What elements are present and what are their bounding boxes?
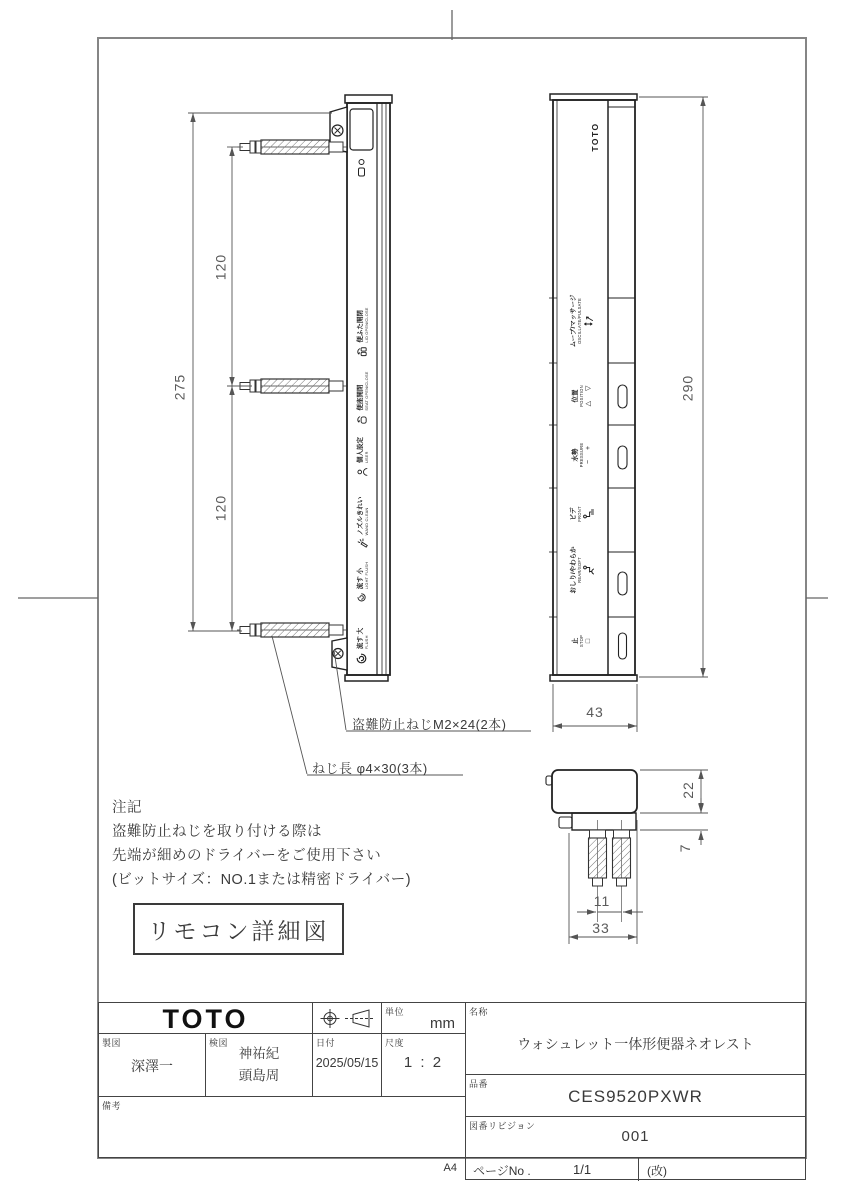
side-label-wand-clean	[348, 492, 376, 554]
seat-open-close-icon	[357, 414, 368, 425]
side-label-en: FLUSH	[364, 635, 369, 650]
page-number-label: ページNo .	[473, 1164, 531, 1178]
revision-cell	[465, 1116, 806, 1158]
front-label-jp: ムーブ/マッサージ	[570, 294, 577, 348]
front-label-en: FRONT	[577, 506, 582, 522]
side-label-jp: 流す 大	[357, 627, 364, 650]
rear-soft-icon	[581, 564, 598, 576]
front-label-pressure	[563, 430, 599, 480]
lid-open-close-icon	[357, 346, 368, 357]
revision-value: 001	[621, 1128, 650, 1145]
side-label-jp: 便座開閉	[357, 384, 364, 411]
name-label: 名称	[469, 1007, 489, 1017]
front-label-en: OSCILLATE/PULSATE	[577, 297, 582, 345]
position-down-icon: △	[585, 401, 592, 407]
scale-cell	[381, 1033, 466, 1097]
front-label-rear-soft	[563, 545, 599, 595]
pressure-minus-icon: −	[585, 460, 592, 465]
remarks-label: 備考	[102, 1101, 122, 1111]
side-label-en: WAND CLEAN	[364, 507, 369, 536]
page-number-value: 1/1	[573, 1162, 592, 1177]
wall-anchor	[237, 140, 348, 154]
part-number-cell	[465, 1074, 806, 1117]
wand-clean-icon	[357, 538, 368, 549]
side-label-jp: ノズルきれい	[357, 496, 364, 536]
toto-logo: TOTO	[162, 1004, 249, 1034]
front-label-en: STOP	[579, 634, 584, 648]
side-label-jp: 個人設定	[357, 437, 364, 463]
scale-label: 尺度	[385, 1038, 405, 1048]
title-block-brand-cell	[98, 1002, 313, 1034]
remote-brand-logo: TOTO	[590, 122, 600, 152]
dim-width-43: 43	[586, 704, 604, 720]
unit-label: 単位	[385, 1007, 405, 1017]
side-label-seat	[348, 367, 376, 429]
scale-value: 1 : 2	[403, 1054, 444, 1071]
side-label-jp: 流す 小	[357, 567, 364, 590]
dim-collar-7: 7	[677, 843, 693, 853]
date-cell	[312, 1033, 382, 1097]
side-view-dimensions	[188, 113, 332, 631]
front-label-oscillate	[563, 296, 599, 346]
front-label-en: PRESSURE	[579, 442, 584, 468]
annotation-anti-theft-screw: 盗難防止ねじM2×24(2本)	[352, 717, 507, 732]
dim-pitch-11: 11	[593, 893, 611, 909]
checker-name-2: 頭島周	[238, 1068, 280, 1083]
projection-symbol-cell	[312, 1002, 382, 1034]
sheet-frame	[18, 10, 828, 1158]
date-label: 日付	[316, 1038, 336, 1048]
dim-height-290: 290	[679, 374, 696, 402]
front-label-jp: 止	[572, 637, 579, 645]
revision-label: 図番リビジョン	[469, 1121, 536, 1131]
dim-depth-22: 22	[680, 781, 696, 799]
dim-lower-120: 120	[212, 494, 229, 522]
checker-label: 検図	[209, 1038, 229, 1048]
front-label-en: REAR/SOFT	[577, 557, 582, 583]
checker-cell	[205, 1033, 313, 1097]
notes-heading: 注記	[112, 800, 142, 816]
side-label-en: SEAT OPEN/CLOSE	[364, 371, 369, 411]
unit-value: mm	[430, 1015, 455, 1032]
part-number-label: 品番	[469, 1079, 489, 1089]
notes-line: (ビットサイズ：NO.1または精密ドライバー)	[112, 872, 412, 888]
drafter-label: 製図	[102, 1038, 122, 1048]
drafter-cell	[98, 1033, 206, 1097]
drawing-title-label: リモコン詳細図	[133, 903, 344, 955]
dim-upper-120: 120	[212, 253, 229, 281]
side-label-user	[348, 426, 376, 488]
part-number: CES9520PXWR	[568, 1087, 703, 1106]
pressure-plus-icon: +	[585, 445, 592, 450]
front-label-jp: 水勢	[572, 448, 579, 462]
front-label-en: POSITION	[579, 385, 584, 407]
notes-line: 先端が細めのドライバーをご使用下さい	[112, 848, 382, 864]
dim-overall-275: 275	[171, 373, 188, 401]
paper-size-label: A4	[443, 1162, 457, 1174]
third-angle-projection-icon	[317, 1005, 377, 1032]
page-cell-divider	[638, 1158, 639, 1181]
product-name: ウォシュレット一体形便器ネオレスト	[517, 1036, 754, 1052]
notes-line: 盗難防止ねじを取り付ける際は	[112, 824, 322, 840]
revision-mark: (改)	[647, 1164, 667, 1178]
notes-block	[112, 796, 411, 892]
annotation-leaders	[272, 636, 531, 775]
unit-cell	[381, 1002, 466, 1034]
front-label-stop	[563, 616, 599, 666]
annotation-screw-length: ねじ長 φ4×30(3本)	[312, 761, 428, 776]
side-label-en: LIGHT FLUSH	[364, 561, 369, 590]
drafter-name: 深澤一	[131, 1058, 173, 1074]
side-label-jp: 便ふた開閉	[357, 310, 364, 343]
position-up-icon: ▽	[585, 385, 592, 391]
name-cell	[465, 1002, 806, 1075]
side-label-en: LID OPEN/CLOSE	[364, 307, 369, 343]
dim-width-33: 33	[592, 920, 610, 936]
light-flush-icon	[357, 592, 367, 602]
front-label-jp: ビデ	[570, 507, 577, 521]
side-label-lid	[348, 301, 376, 363]
stop-square-icon: □	[585, 638, 592, 644]
user-icon	[357, 466, 368, 477]
side-label-flush	[348, 615, 376, 677]
front-wash-icon	[581, 508, 598, 520]
date-value: 2025/05/15	[315, 1056, 379, 1070]
front-label-position	[563, 371, 599, 421]
checker-name-1: 神祐紀	[238, 1046, 280, 1061]
front-label-front-wash	[563, 489, 599, 539]
side-label-light-flush	[348, 551, 376, 613]
flush-icon	[356, 652, 368, 664]
oscillate-pulsate-icon	[581, 315, 598, 328]
top-view-body	[546, 770, 637, 830]
side-label-en: USER	[364, 451, 369, 463]
front-label-jp: おしり/やわらか	[570, 546, 577, 594]
front-label-jp: 位置	[572, 389, 579, 403]
remarks-cell	[98, 1096, 466, 1158]
page-number-cell	[465, 1157, 806, 1180]
